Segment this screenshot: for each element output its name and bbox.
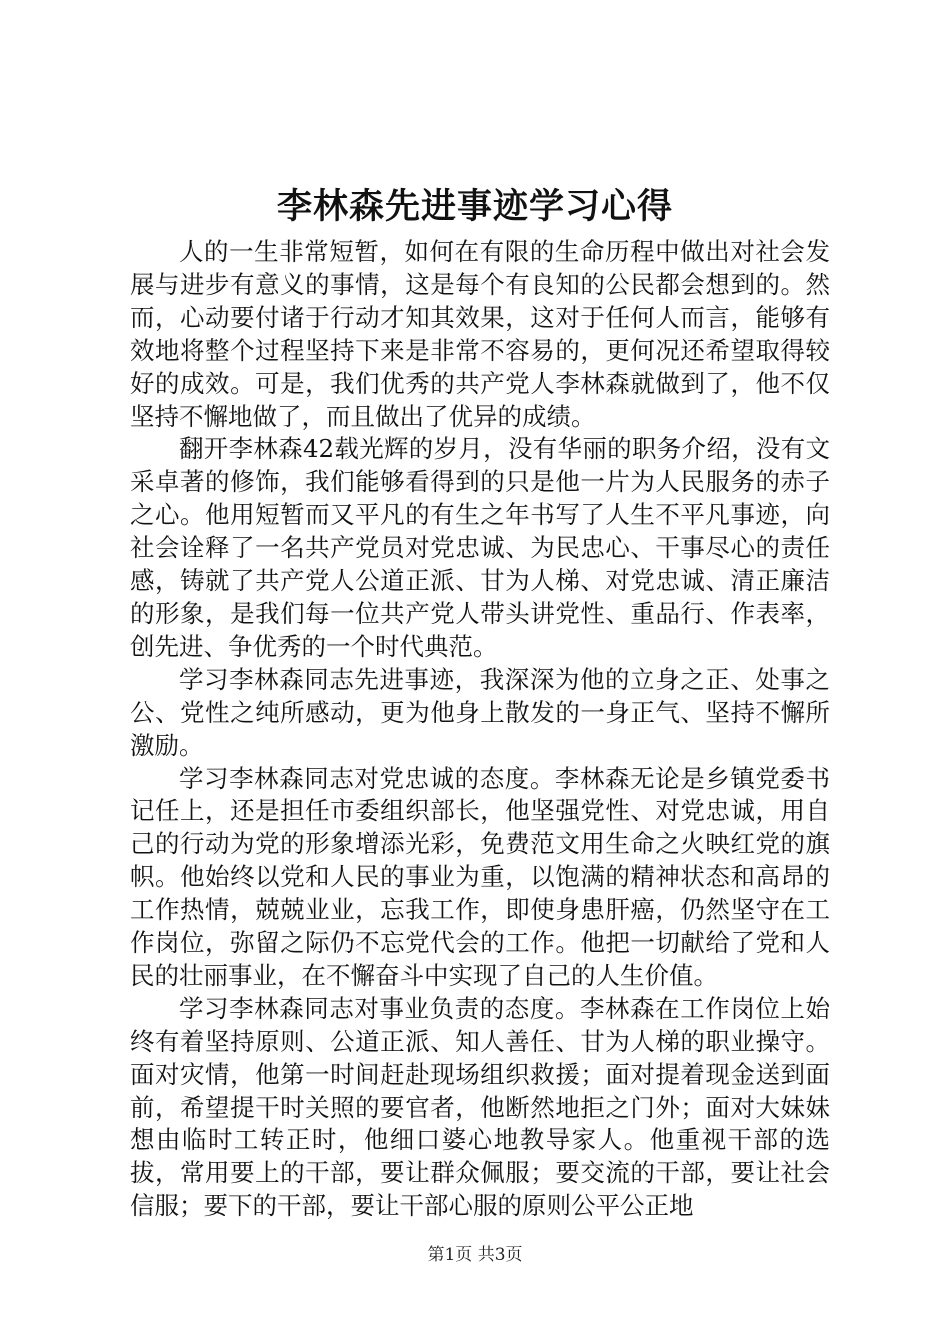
paragraph-2: 翻开李林森42载光辉的岁月，没有华丽的职务介绍，没有文采卓著的修饰，我们能够看得到的只是他一片为人民服务的赤子之心。他用短暂而又平凡的有生之年书写了人生不平凡事迹，向社会诠释了一名共产党员对党忠诚、为民忠心、干事尽心的责任感，铸就了共产党人公道正派、甘为人梯、对党忠诚、清正廉洁的形象，是我们每一位共产党人带头讲党性、重品行、作表率，创先进、争优秀的一个时代典范。: [130, 434, 830, 661]
paragraph-5: 学习李林森同志对事业负责的态度。李林森在工作岗位上始终有着坚持原则、公道正派、知人善任、甘为人梯的职业操守。面对灾情，他第一时间赶赴现场组织救援；面对提着现金送到面前，希望提干时关照的要官者，他断然地拒之门外；面对大妹妹想由临时工转正时，他细口婆心地教导家人。他重视干部的选拔，常用要上的干部，要让群众佩服；要交流的干部，要让社会信服；要下的干部，要让干部心服的原则公平公正地: [130, 993, 830, 1221]
paragraph-3: 学习李林森同志先进事迹，我深深为他的立身之正、处事之公、党性之纯所感动，更为他身上散发的一身正气、坚持不懈所激励。: [130, 664, 830, 760]
document-body: [130, 236, 830, 1223]
paragraph-4: 学习李林森同志对党忠诚的态度。李林森无论是乡镇党委书记任上，还是担任市委组织部长，他坚强党性、对党忠诚，用自己的行动为党的形象增添光彩，免费范文用生命之火映红党的旗帜。他始终以党和人民的事业为重，以饱满的精神状态和高昂的工作热情，兢兢业业，忘我工作，即使身患肝癌，仍然坚守在工作岗位，弥留之际仍不忘党代会的工作。他把一切献给了党和人民的壮丽事业，在不懈奋斗中实现了自己的人生价值。: [130, 763, 830, 990]
document-title: 李林森先进事迹学习心得: [276, 186, 673, 227]
page-number-footer: 第1页 共3页: [427, 1245, 523, 1265]
paragraph-1: 人的一生非常短暂，如何在有限的生命历程中做出对社会发展与进步有意义的事情，这是每个有良知的公民都会想到的。然而，心动要付诸于行动才知其效果，这对于任何人而言，能够有效地将整个过程坚持下来是非常不容易的，更何况还希望取得较好的成效。可是，我们优秀的共产党人李林森就做到了，他不仅坚持不懈地做了，而且做出了优异的成绩。: [130, 237, 830, 431]
